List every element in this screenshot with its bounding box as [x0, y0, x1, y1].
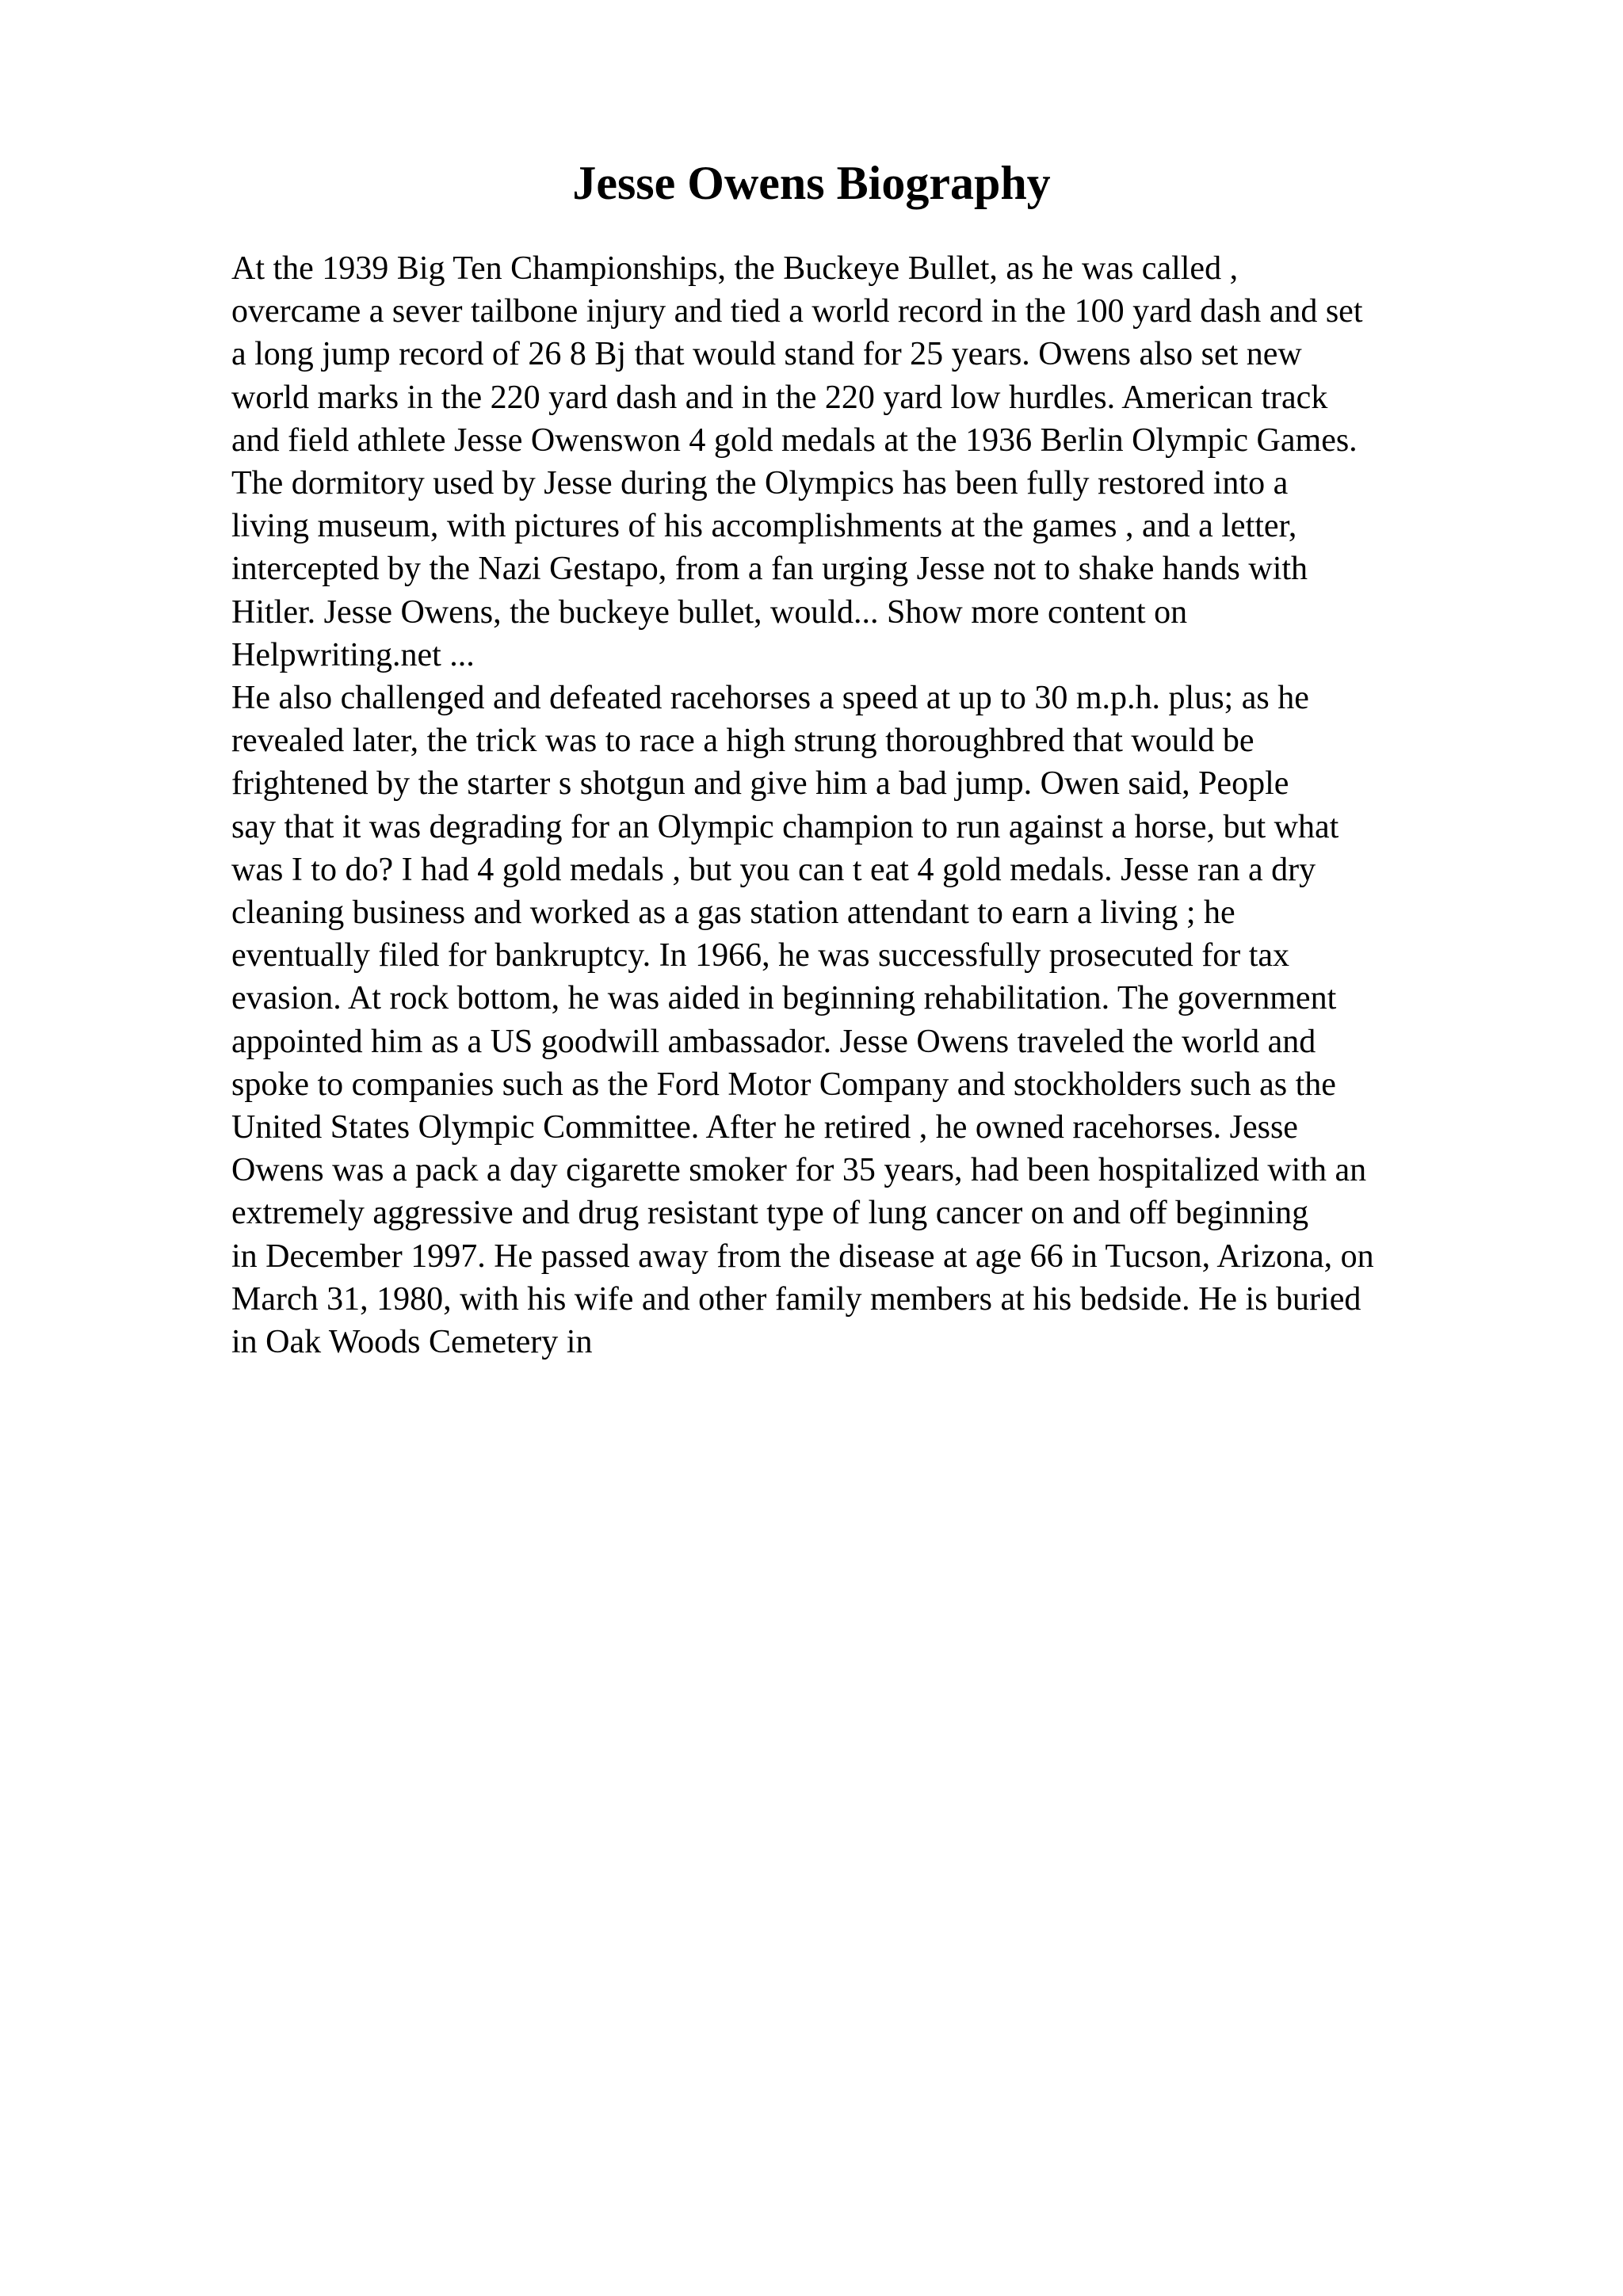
body-line: United States Olympic Committee. After he retired , he owned racehorses. Jesse: [231, 1109, 1298, 1146]
body-line: was I to do? I had 4 gold medals , but you can t eat 4 gold medals. Jesse ran a dry: [231, 851, 1316, 888]
body-line: say that it was degrading for an Olympic champion to run against a horse, but what: [231, 808, 1339, 845]
body-line: March 31, 1980, with his wife and other family members at his bedside. He is buried: [231, 1280, 1361, 1318]
body-line: intercepted by the Nazi Gestapo, from a fan urging Jesse not to shake hands with: [231, 551, 1308, 588]
body-line: appointed him as a US goodwill ambassador. Jesse Owens traveled the world and: [231, 1023, 1316, 1060]
body-line: a long jump record of 26 8 Bj that would stand for 25 years. Owens also set new: [231, 336, 1302, 373]
body-line: Hitler. Jesse Owens, the buckeye bullet, would... Show more content on: [231, 593, 1188, 631]
body-line: extremely aggressive and drug resistant type of lung cancer on and off beginning: [231, 1195, 1309, 1232]
body-line: cleaning business and worked as a gas station attendant to earn a living ; he: [231, 894, 1235, 932]
document-body: [231, 247, 1531, 1363]
body-line: eventually filed for bankruptcy. In 1966, he was successfully prosecuted for tax: [231, 937, 1290, 974]
document-title: Jesse Owens Biography: [572, 157, 1051, 209]
body-line: revealed later, the trick was to race a high strung thoroughbred that would be: [231, 723, 1254, 760]
body-line: He also challenged and defeated racehorses a speed at up to 30 m.p.h. plus; as he: [231, 680, 1309, 717]
body-line: spoke to companies such as the Ford Motor Company and stockholders such as the: [231, 1066, 1336, 1103]
body-line: living museum, with pictures of his accomplishments at the games , and a letter,: [231, 508, 1297, 545]
body-line: world marks in the 220 yard dash and in the 220 yard low hurdles. American track: [231, 379, 1328, 416]
body-line: At the 1939 Big Ten Championships, the Buckeye Bullet, as he was called ,: [231, 250, 1239, 287]
body-line: in Oak Woods Cemetery in: [231, 1324, 593, 1361]
body-line: Owens was a pack a day cigarette smoker for 35 years, had been hospitalized with an: [231, 1152, 1367, 1189]
body-line: and field athlete Jesse Owenswon 4 gold medals at the 1936 Berlin Olympic Games.: [231, 421, 1358, 459]
body-line: frightened by the starter s shotgun and give him a bad jump. Owen said, People: [231, 765, 1289, 803]
body-line: overcame a sever tailbone injury and tied a world record in the 100 yard dash and set: [231, 293, 1363, 330]
body-line: evasion. At rock bottom, he was aided in beginning rehabilitation. The government: [231, 980, 1337, 1017]
body-line: in December 1997. He passed away from the disease at age 66 in Tucson, Arizona, on: [231, 1238, 1374, 1275]
body-line: Helpwriting.net ...: [231, 636, 475, 673]
body-line: The dormitory used by Jesse during the Olympics has been fully restored into a: [231, 465, 1289, 502]
